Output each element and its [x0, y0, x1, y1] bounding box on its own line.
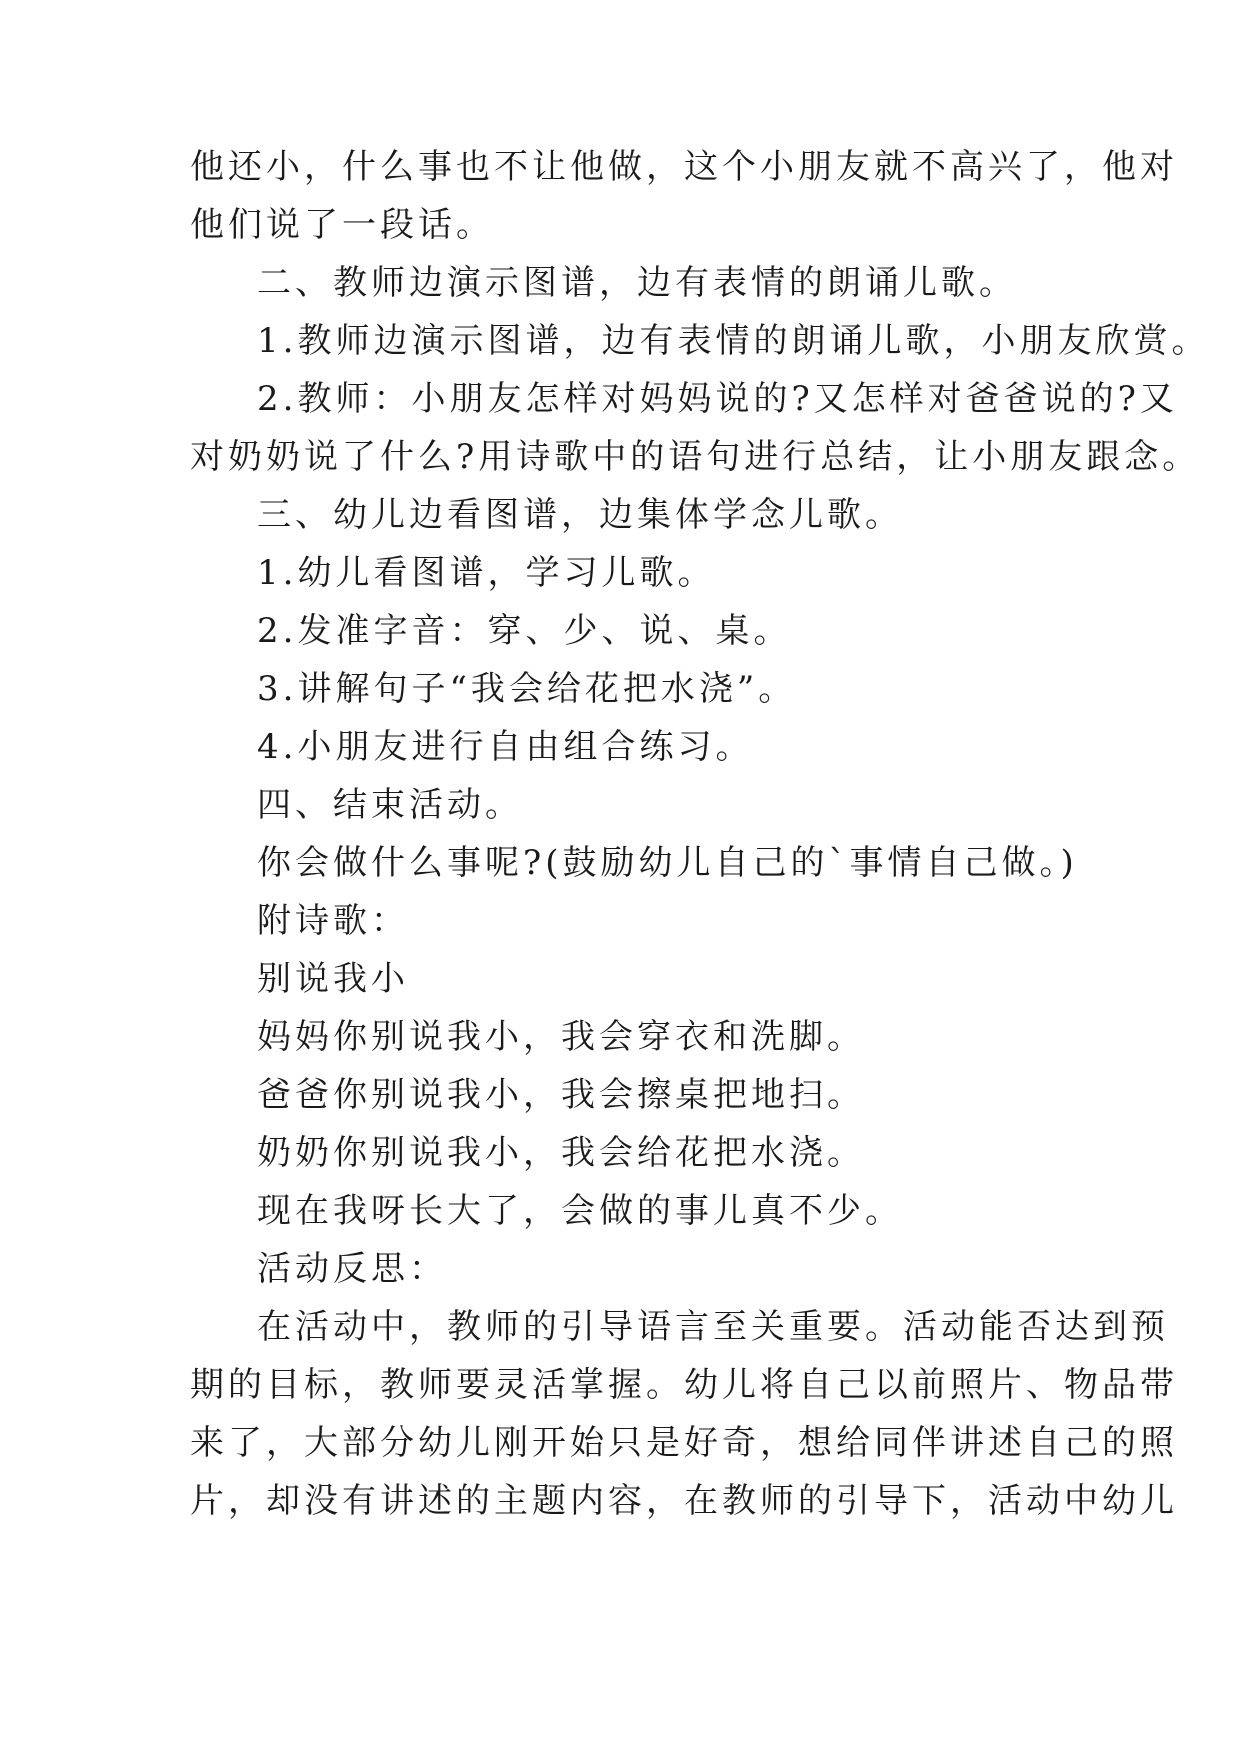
paragraph-line: 期的目标，教师要灵活掌握。幼儿将自己以前照片、物品带 — [190, 1365, 1178, 1405]
list-item: 1.教师边演示图谱，边有表情的朗诵儿歌，小朋友欣赏。 — [257, 321, 1210, 361]
paragraph-line: 对奶奶说了什么?用诗歌中的语句进行总结，让小朋友跟念。 — [190, 437, 1201, 477]
paragraph-line: 他们说了一段话。 — [190, 205, 494, 245]
section-heading: 二、教师边演示图谱，边有表情的朗诵儿歌。 — [257, 263, 1017, 303]
poem-line: 妈妈你别说我小，我会穿衣和洗脚。 — [257, 1017, 865, 1057]
poem-title: 别说我小 — [257, 959, 409, 999]
poem-line: 奶奶你别说我小，我会给花把水浇。 — [257, 1133, 865, 1173]
paragraph-line: 在活动中，教师的引导语言至关重要。活动能否达到预 — [257, 1307, 1169, 1347]
section-heading: 三、幼儿边看图谱，边集体学念儿歌。 — [257, 495, 903, 535]
list-item: 4.小朋友进行自由组合练习。 — [257, 727, 754, 767]
paragraph-line: 你会做什么事呢?(鼓励幼儿自己的`事情自己做。) — [257, 843, 1078, 883]
paragraph-line: 他还小，什么事也不让他做，这个小朋友就不高兴了，他对 — [190, 147, 1178, 187]
poem-heading: 附诗歌： — [257, 901, 409, 941]
list-item: 2.发准字音：穿、少、说、桌。 — [257, 611, 792, 651]
paragraph-line: 片，却没有讲述的主题内容，在教师的引导下，活动中幼儿 — [190, 1481, 1178, 1521]
list-item: 2.教师：小朋友怎样对妈妈说的?又怎样对爸爸说的?又 — [257, 379, 1178, 419]
section-heading: 活动反思： — [257, 1249, 447, 1289]
section-heading: 四、结束活动。 — [257, 785, 523, 825]
paragraph-line: 来了，大部分幼儿刚开始只是好奇，想给同伴讲述自己的照 — [190, 1423, 1178, 1463]
poem-line: 现在我呀长大了，会做的事儿真不少。 — [257, 1191, 903, 1231]
poem-line: 爸爸你别说我小，我会擦桌把地扫。 — [257, 1075, 865, 1115]
list-item: 3.讲解句子“我会给花把水浇”。 — [257, 669, 797, 709]
list-item: 1.幼儿看图谱，学习儿歌。 — [257, 553, 716, 593]
